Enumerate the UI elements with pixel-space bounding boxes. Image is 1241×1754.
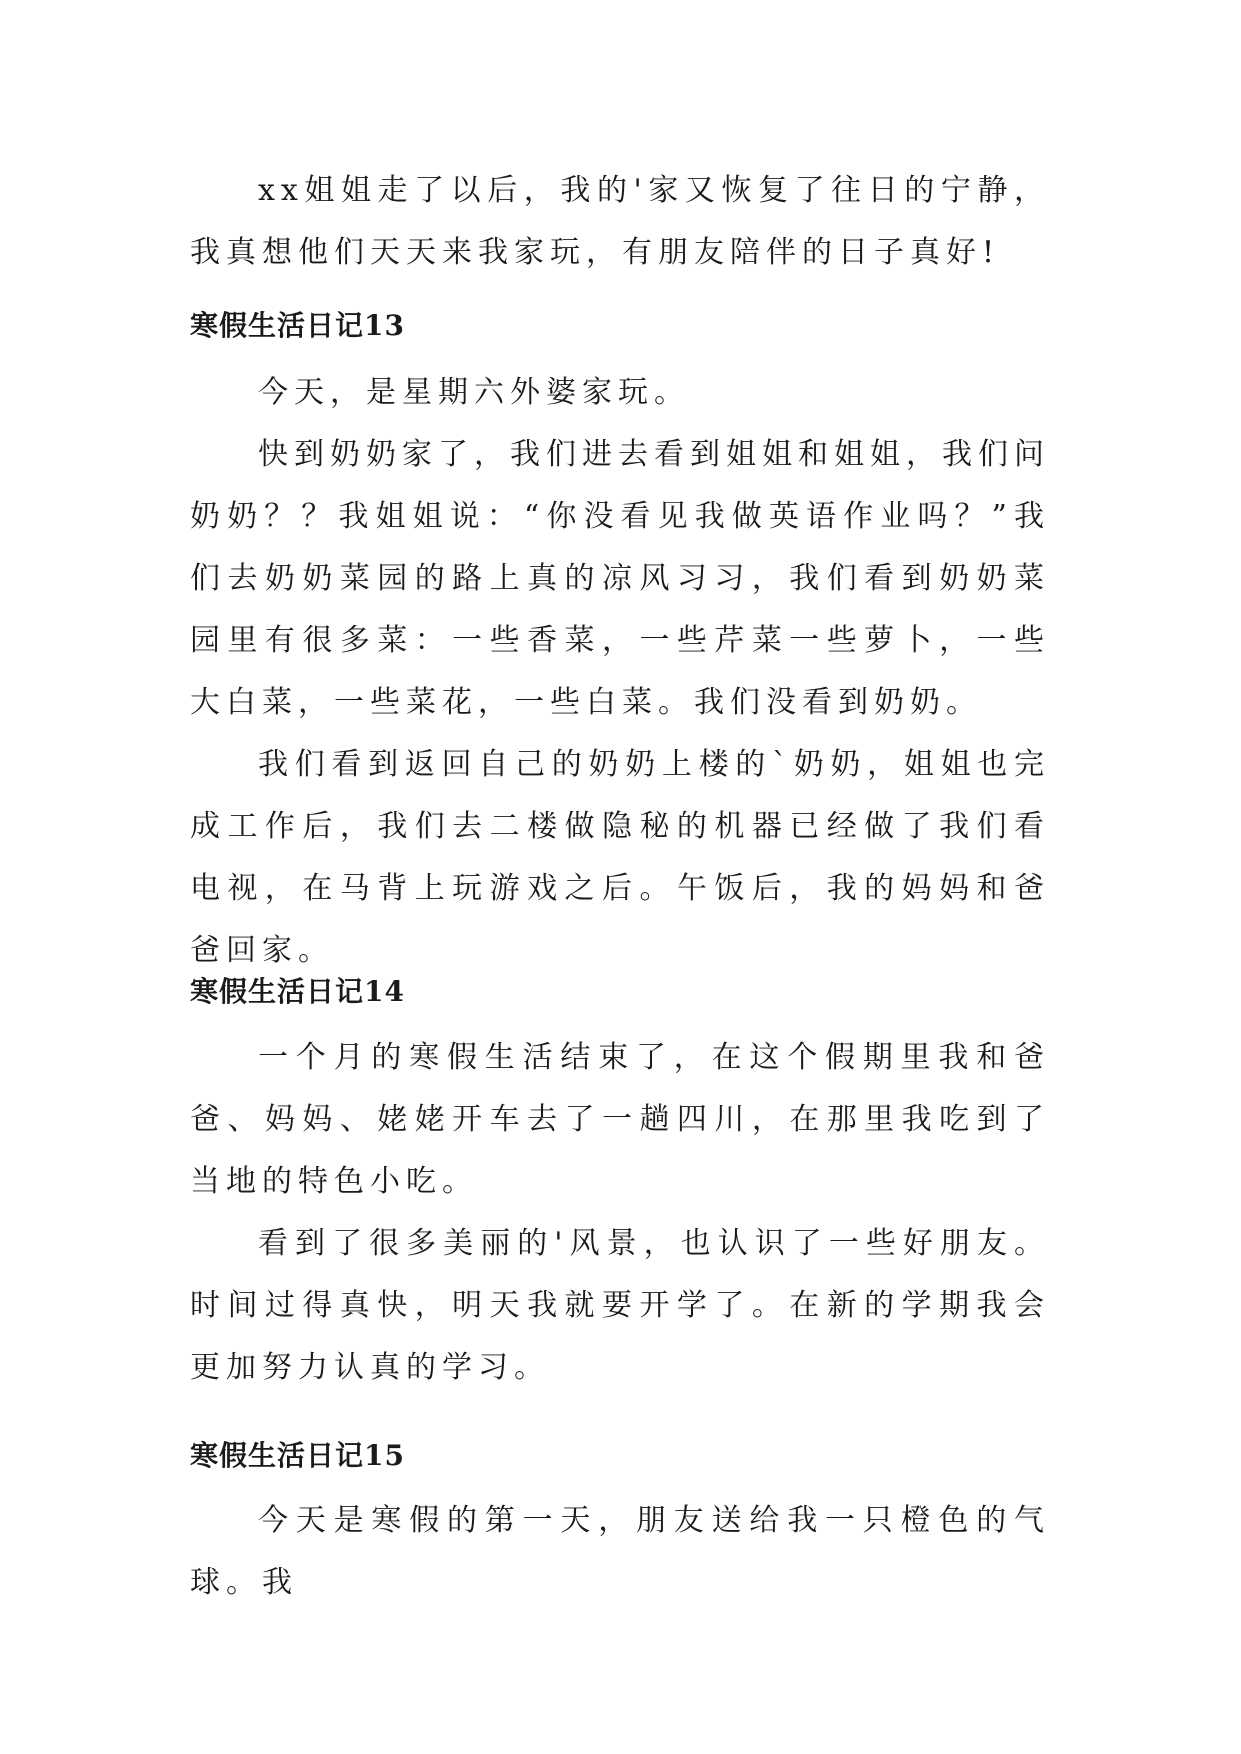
paragraph: 我们看到返回自己的奶奶上楼的`奶奶，姐姐也完成工作后，我们去二楼做隐秘的机器已经做了我们看电视，在马背上玩游戏之后。午饭后，我的妈妈和爸爸回家。 [190,747,1050,968]
section-diary-13 [190,362,1050,982]
section-intro [190,160,1050,284]
diary-heading-14: 寒假生活日记14 [190,975,405,1008]
paragraph: xx姐姐走了以后，我的'家又恢复了往日的宁静，我真想他们天天来我家玩，有朋友陪伴的日子真好! [190,173,1050,270]
paragraph: 快到奶奶家了，我们进去看到姐姐和姐姐，我们问奶奶？？我姐姐说：“你没看见我做英语作业吗？”我们去奶奶菜园的路上真的凉风习习，我们看到奶奶菜园里有很多菜：一些香菜，一些芹菜一些萝卜，一些大白菜，一些菜花，一些白菜。我们没看到奶奶。 [190,437,1050,720]
paragraph: 今天，是星期六外婆家玩。 [258,375,690,410]
paragraph: 看到了很多美丽的'风景，也认识了一些好朋友。时间过得真快，明天我就要开学了。在新的学期我会更加努力认真的学习。 [190,1226,1050,1385]
section-diary-15 [190,1490,1050,1614]
diary-heading-13: 寒假生活日记13 [190,309,405,342]
diary-heading-15: 寒假生活日记15 [190,1439,405,1472]
paragraph: 一个月的寒假生活结束了，在这个假期里我和爸爸、妈妈、姥姥开车去了一趟四川，在那里我吃到了当地的特色小吃。 [190,1040,1050,1199]
section-diary-14 [190,1027,1050,1399]
paragraph: 今天是寒假的第一天，朋友送给我一只橙色的气球。我 [190,1503,1050,1600]
